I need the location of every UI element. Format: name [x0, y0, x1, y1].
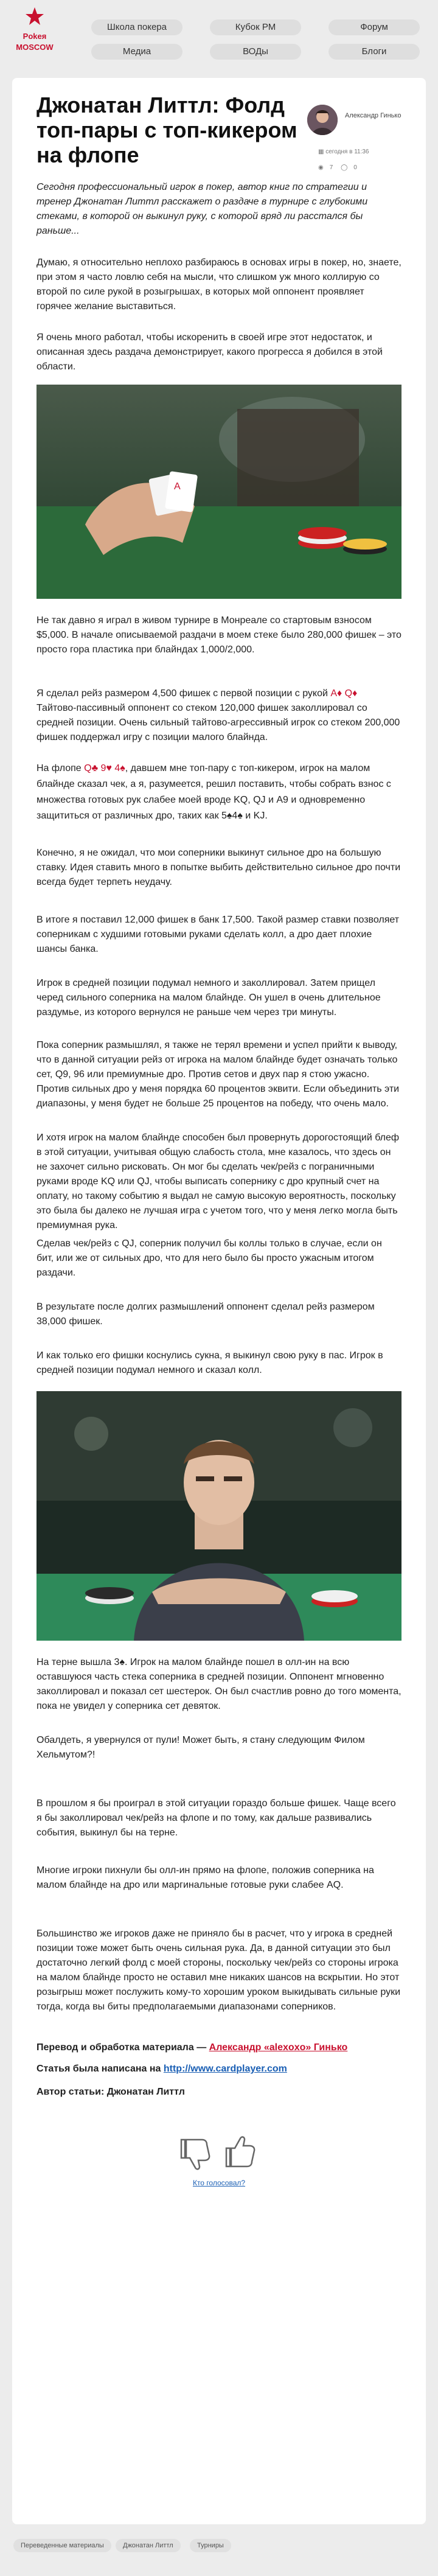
article-stats	[318, 164, 363, 171]
article-photo-hands	[36, 385, 401, 599]
paragraph	[36, 1655, 401, 1714]
paragraph: В итоге я поставил 12,000 фишек в банк 17,500. Такой размер ставки позволяет соперникам с худшими готовыми руками сделать колл, а дро дает плохие шансы банка.	[36, 915, 400, 954]
star-icon	[24, 6, 45, 27]
paragraph-text: . Игрок на малом блайнде пошел в олл-ин на всю оставшуюся часть стека соперника в средней позиции. Оппонент мгновенно заколлировал и показал сет шестерок. Он был счастлив ровно до того момента, пока не увидел у соперника сет девяток.	[36, 1657, 401, 1711]
paragraph: Я очень много работал, чтобы искоренить в своей игре этот недостаток, и описанная здесь раздача демонстрирует, какого прогресса я добился в этой области.	[36, 332, 383, 372]
paragraph: И как только его фишки коснулись сукна, я выкинул свою руку в пас. Игрок в средней позиции подумал немного и сказал колл.	[36, 1350, 383, 1375]
comment-icon[interactable]: ◯	[341, 164, 348, 171]
eye-icon: ◉	[318, 164, 324, 171]
paragraph: Тайтово-пассивный оппонент со стеком 120,000 фишек заколлировал со средней позиции. Очень сильный тайтово-агрессивный игрок со стеком 200,000 фишек поддержал игру с позиции малого блайнда.	[36, 703, 400, 742]
tag-translated[interactable]: Переведенные материалы	[13, 2539, 111, 2552]
paragraph-text: На флопе	[36, 763, 82, 773]
paragraph	[36, 686, 401, 701]
thumbs-up-icon[interactable]	[223, 2135, 259, 2171]
article-date	[318, 148, 369, 155]
thumbs-down-icon[interactable]	[178, 2135, 214, 2171]
paragraph: И хотя игрок на малом блайнде способен был провернуть дорогостоящий блеф в этой ситуации, учитывая общую слабость стола, мне казалось, что здесь он не захочет сильно рисковать. Он мог бы сделать чек/рейз с пограничными руками вроде KQ или QJ, чтобы выписать сопернику с дро крупный счет на оплату, но такому событию я выдал не самую высокую вероятность, поскольку это была бы далеко не лучшая игра с учетом того, что у меня легко могла быть премиумная рука.	[36, 1133, 400, 1230]
credit-label: Статья была написана на	[36, 2064, 164, 2074]
date-text: сегодня в 11:36	[325, 148, 369, 155]
paragraph: Игрок в средней позиции подумал немного и заколлировал. Затем прищел черед сильного соперника на малом блайнде. Он ушел в очень длительное раздумье, из которого вернулся не раньше чем через три минуты.	[36, 978, 381, 1017]
paragraph-text: , давшем мне топ-пару с топ-кикером, игрок на малом блайнде сказал чек, а я, разумеется, решил поставить, чтобы собрать взнос с множества готовых рук слабее моей вроде KQ, QJ и A9 и одновременно защититься от различных дро, таких как	[36, 763, 391, 821]
vote-buttons	[178, 2135, 263, 2171]
translator-link[interactable]: Александр «alexoxo» Гинько	[209, 2042, 348, 2053]
paragraph: Сделав чек/рейз с QJ, соперник получил бы коллы только в случае, если он бит, или же от сильных дро, что для него было бы просто ужасным итогом раздачи.	[36, 1238, 382, 1278]
article-title: Джонатан Литтл: Фолд топ-пары с топ-кикером на флопе	[36, 92, 297, 167]
comments-count[interactable]: 0	[353, 164, 357, 171]
credit-source	[36, 2062, 401, 2076]
views-count: 7	[329, 164, 333, 171]
nav-forum[interactable]: Форум	[328, 19, 420, 35]
article-card	[12, 78, 426, 2524]
paragraph-text: Я сделал рейз размером 4,500 фишек с первой позиции с рукой	[36, 688, 328, 699]
tag-jonathan-little[interactable]: Джонатан Литтл	[116, 2539, 181, 2552]
author-name[interactable]: Александр Гинько	[345, 112, 401, 119]
nav-blogs[interactable]: Блоги	[328, 44, 420, 60]
nav-poker-school[interactable]: Школа покера	[91, 19, 182, 35]
avatar-image	[307, 105, 338, 135]
nav-media[interactable]: Медиа	[91, 44, 182, 60]
source-link[interactable]: http://www.cardplayer.com	[163, 2064, 287, 2074]
hand-cards: A♦ Q♦	[330, 688, 358, 699]
article-photo-player	[36, 1391, 401, 1641]
flop-cards: Q♣ 9♥ 4♠	[84, 763, 125, 773]
paragraph: В результате после долгих размышлений оппонент сделал рейз размером 38,000 фишек.	[36, 1302, 375, 1327]
svg-text:A: A	[174, 481, 181, 492]
logo-text-1: Pokeя	[23, 32, 47, 41]
paragraph: Большинство же игроков даже не приняло бы в расчет, что у игрока в средней позиции тоже может быть очень сильная рука. Да, в данной ситуации это был достаточно легкий фолд с моей стороны, поскольку чек/рейз со стороны игрока на малом блайнде просто не оставил мне никаких шансов на вскрытии. Но этот розыгрыш может послужить кому-то хорошим уроком выкидывать сильные руки тогда, когда вы биты предполагаемыми диапазонами соперников.	[36, 1929, 401, 2012]
credit-translation	[36, 2040, 401, 2055]
paragraph: Многие игроки пихнули бы олл-ин прямо на флопе, положив соперника на малом блайнде на дро или маргинальные готовые руки слабее AQ.	[36, 1865, 374, 1890]
nav-rm-cup[interactable]: Кубок РМ	[210, 19, 301, 35]
site-logo[interactable]	[13, 6, 56, 52]
paragraph: Думаю, я относительно неплохо разбираюсь в основах игры в покер, но, знаете, при этом я часто ловлю себя на мысли, что слишком уж много коллирую со второй по силе рукой в розыгрышах, в которых мой оппонент проявляет горячее желание выставиться.	[36, 257, 401, 312]
credit-author: Автор статьи: Джонатан Литтл	[36, 2087, 185, 2097]
draw-cards: 5♠4♠ и KJ.	[221, 811, 268, 821]
paragraph: Пока соперник размышлял, я также не терял времени и успел прийти к выводу, что в данной ситуации рейз от игрока на малом блайнде будет означать только сет, Q9, 96 или премиумные дро. Против сетов и двух пар я стою ужасно. Против сильных дро у меня порядка 60 процентов эквити. Если объединить эти диапазоны, у меня будет не больше 25 процентов на победу, что очень мало.	[36, 1040, 400, 1109]
logo-text-2: MOSCOW	[16, 43, 54, 52]
calendar-icon: ▦	[318, 148, 324, 155]
paragraph: Конечно, я не ожидал, что мои соперники выкинут сильное дро на большую ставку. Идея ставить много в попытке выбить действительно сильное дро почти всегда будет терпеть неудачу.	[36, 848, 401, 887]
article-lead: Сегодня профессиональный игрок в покер, автор книг по стратегии и тренер Джонатан Литтл расскажет о раздаче в турнире с глубокими стеками, в которой он выкинул руку, с которой вряд ли расстался бы раньше...	[36, 182, 368, 236]
tag-tournaments[interactable]: Турниры	[190, 2539, 231, 2552]
paragraph: Не так давно я играл в живом турнире в Монреале со стартовым взносом $5,000. В начале описываемой раздачи в моем стеке было 280,000 фишек – это просто гора пластика при блайндах 1,000/2,000.	[36, 615, 401, 655]
nav-vods[interactable]: ВОДы	[210, 44, 301, 60]
who-voted-link[interactable]: Кто голосовал?	[192, 2179, 246, 2187]
paragraph: Обалдеть, я увернулся от пули! Может быть, я стану следующим Филом Хельмутом?!	[36, 1735, 365, 1760]
site-header	[0, 0, 438, 73]
avatar[interactable]	[307, 105, 338, 135]
paragraph	[36, 761, 401, 824]
turn-card: 3♠	[114, 1657, 125, 1667]
credit-label: Перевод и обработка материала —	[36, 2042, 209, 2053]
paragraph-text: На терне вышла	[36, 1657, 112, 1667]
paragraph: В прошлом я бы проиграл в этой ситуации гораздо больше фишек. Чаще всего я бы заколлировал чек/рейз на флопе и по тому, как дальше развивались события, выкинул бы на терне.	[36, 1798, 396, 1838]
